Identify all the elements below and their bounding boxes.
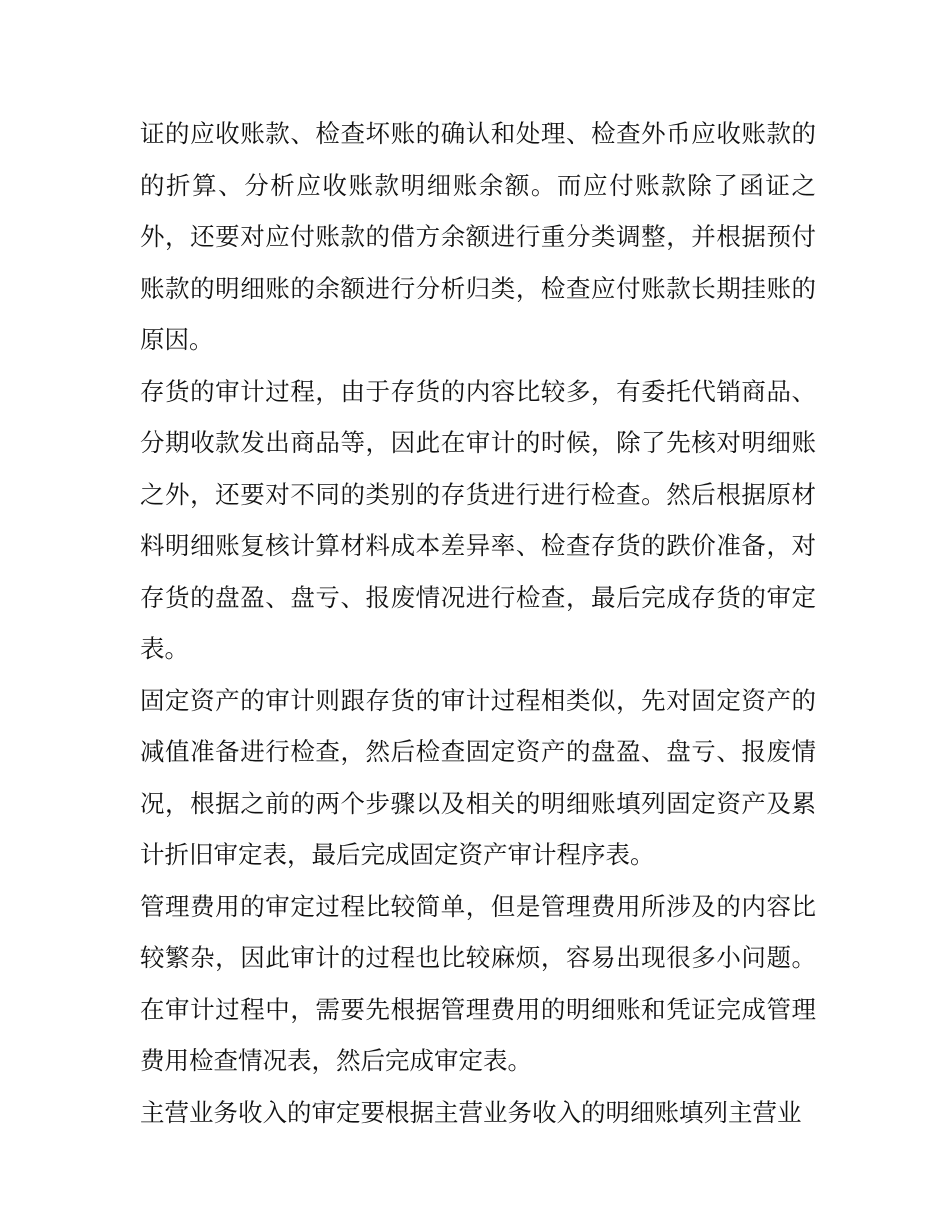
paragraph-receivables-payables: 证的应收账款、检查坏账的确认和处理、检查外币应收账款的的折算、分析应收账款明细账余额。而应付账款除了函证之外，还要对应付账款的借方余额进行重分类调整，并根据预付账款的明细账的余额进行分析归类，检查应付账款长期挂账的原因。 bbox=[140, 119, 816, 354]
document-body bbox=[140, 108, 816, 1138]
paragraph-main-revenue-audit: 主营业务收入的审定要根据主营业务收入的明细账填列主营业 bbox=[140, 1097, 802, 1127]
paragraph-inventory-audit: 存货的审计过程，由于存货的内容比较多，有委托代销商品、分期收款发出商品等，因此在审计的时候，除了先核对明细账之外，还要对不同的类别的存货进行进行检查。然后根据原材料明细账复核计算材料成本差异率、检查存货的跌价准备，对存货的盘盈、盘亏、报废情况进行检查，最后完成存货的审定表。 bbox=[140, 376, 816, 663]
paragraph-fixed-assets-audit: 固定资产的审计则跟存货的审计过程相类似，先对固定资产的减值准备进行检查，然后检查固定资产的盘盈、盘亏、报废情况，根据之前的两个步骤以及相关的明细账填列固定资产及累计折旧审定表，最后完成固定资产审计程序表。 bbox=[140, 685, 816, 869]
paragraph-admin-expenses-audit: 管理费用的审定过程比较简单，但是管理费用所涉及的内容比较繁杂，因此审计的过程也比较麻烦，容易出现很多小问题。在审计过程中，需要先根据管理费用的明细账和凭证完成管理费用检查情况表，然后完成审定表。 bbox=[140, 891, 816, 1075]
